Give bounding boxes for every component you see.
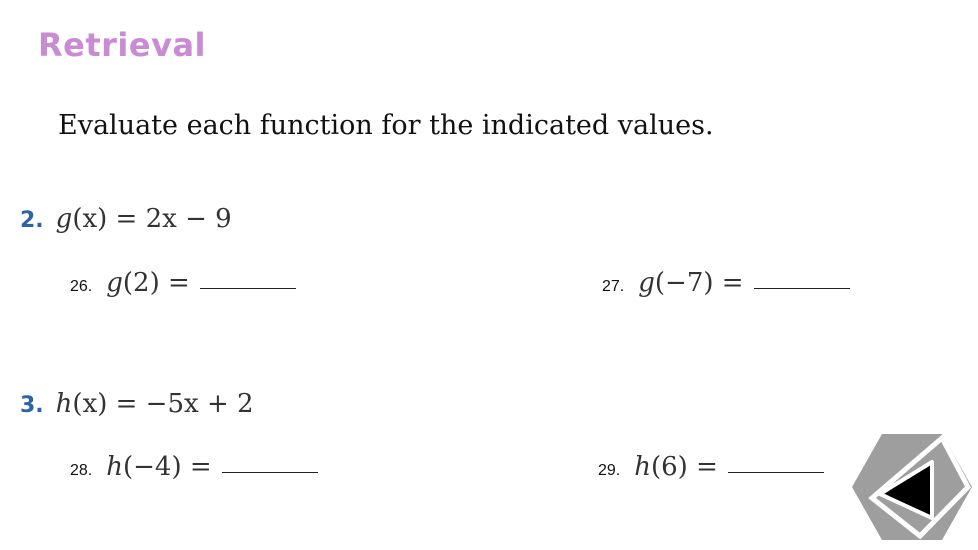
question-number: 28.: [70, 462, 93, 479]
question-28: [70, 452, 318, 482]
function-name: g: [638, 268, 655, 298]
question-26: [70, 268, 296, 298]
instruction-text: Evaluate each function for the indicated values.: [58, 110, 714, 141]
function-definition-body: (x) = −5x + 2: [72, 389, 254, 419]
question-number: 29.: [598, 462, 621, 479]
hexagon-play-logo-icon: [852, 432, 972, 542]
function-name: h: [106, 452, 123, 482]
function-name: g: [55, 204, 73, 234]
question-expression-body: (−4) =: [123, 452, 212, 482]
function-definition: [56, 204, 232, 234]
question-expression-body: (6) =: [651, 452, 718, 482]
answer-blank[interactable]: [200, 287, 296, 289]
function-definition-body: (x) = 2x − 9: [72, 204, 232, 234]
problem-number: 2.: [20, 208, 44, 233]
problem-2-header: [20, 204, 232, 234]
question-expression: [638, 268, 743, 298]
answer-blank[interactable]: [754, 287, 850, 289]
question-expression: [634, 452, 718, 482]
problem-number: 3.: [20, 393, 44, 418]
function-definition: [56, 389, 254, 419]
question-expression: [106, 268, 190, 298]
function-name: h: [55, 389, 73, 419]
answer-blank[interactable]: [728, 471, 824, 473]
question-expression-body: (2) =: [122, 268, 190, 298]
function-name: g: [106, 268, 123, 298]
question-expression-body: (−7) =: [654, 268, 744, 298]
question-29: [598, 452, 824, 482]
function-name: h: [634, 452, 651, 482]
question-expression: [106, 452, 211, 482]
question-27: [602, 268, 850, 298]
answer-blank[interactable]: [222, 471, 318, 473]
question-number: 26.: [70, 278, 93, 295]
slide-title: Retrieval: [38, 26, 207, 64]
problem-3-header: [20, 389, 254, 419]
question-number: 27.: [602, 278, 625, 295]
